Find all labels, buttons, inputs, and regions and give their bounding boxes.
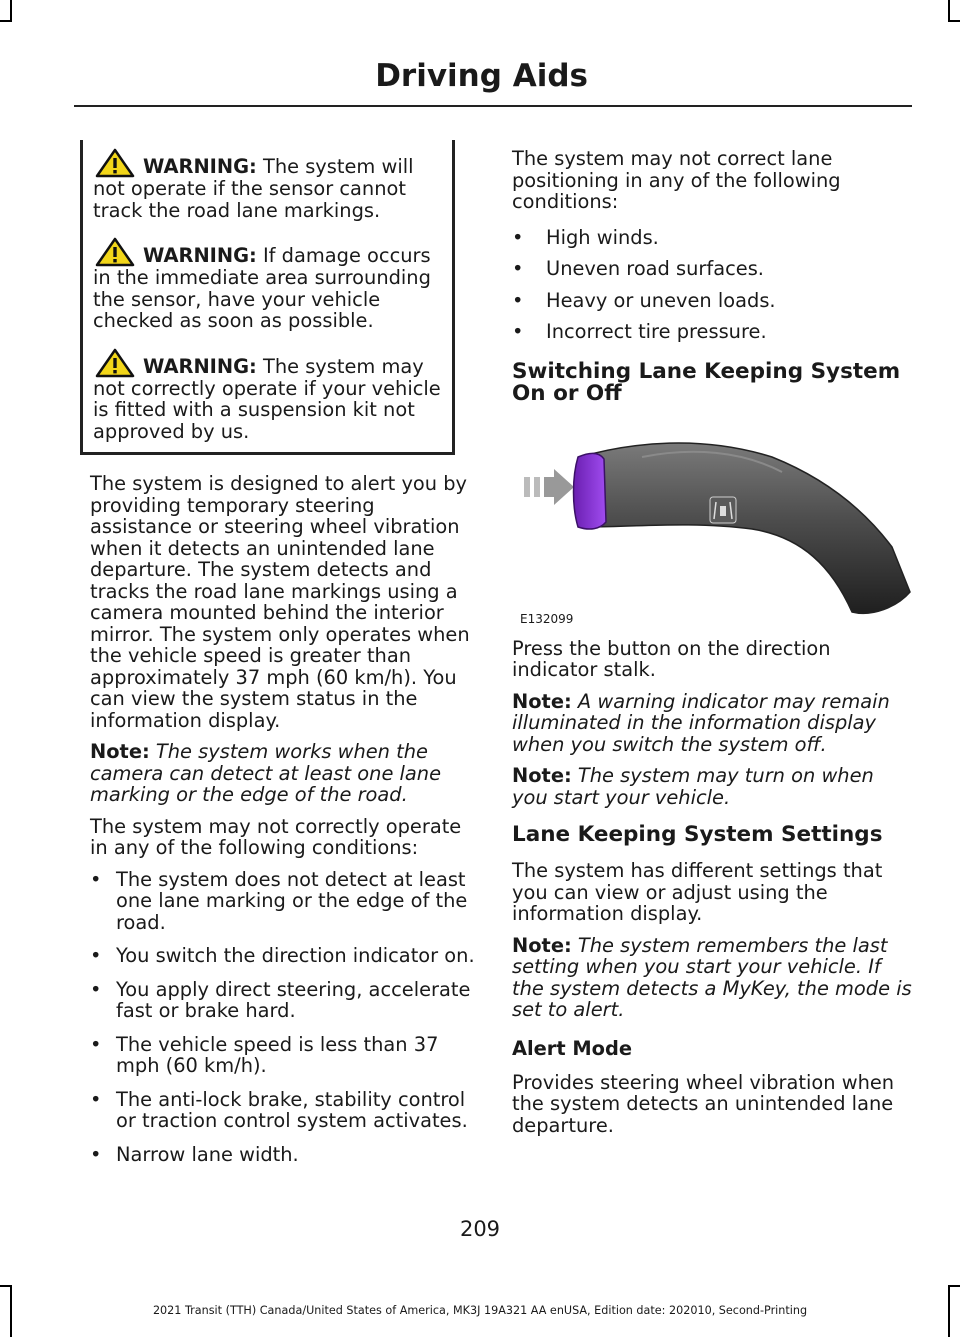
- warning-text: The system may not correctly operate if your vehicle is fitted with a suspension kit not approved by us.: [93, 354, 441, 443]
- list-item-text: Incorrect tire pressure.: [546, 320, 767, 343]
- direction-indicator-stalk-illustration: [512, 417, 912, 632]
- note-label: Note:: [512, 933, 572, 957]
- crop-mark: [948, 20, 960, 22]
- crop-mark: [10, 0, 12, 22]
- list-item: [512, 258, 912, 280]
- warning-box: [80, 140, 455, 455]
- warning-triangle-icon: [95, 237, 135, 267]
- page-number: 209: [459, 1217, 501, 1241]
- list-item: [90, 1034, 475, 1077]
- lane-conditions-list: [512, 227, 912, 343]
- figure-code: E132099: [520, 611, 574, 626]
- warning-text: If damage occurs in the immediate area surrounding the sensor, have your vehicle checked as soon as possible.: [93, 244, 431, 332]
- bullet: •: [90, 1032, 102, 1056]
- edition-footer: 2021 Transit (TTH) Canada/United States of America, MK3J 19A321 AA enUSA, Edition date: 202010, Second-Printing: [152, 1304, 808, 1317]
- settings-paragraph: The system has different settings that you can view or adjust using the information display.: [512, 859, 883, 925]
- crop-mark: [0, 1285, 12, 1287]
- bullet: •: [90, 867, 102, 891]
- note-label: Note:: [512, 764, 572, 787]
- press-arrow-icon: [524, 469, 574, 505]
- warning-label: WARNING:: [143, 155, 257, 178]
- crop-mark: [948, 1285, 960, 1287]
- note-paragraph: [512, 935, 912, 1021]
- list-item-text: You apply direct steering, accelerate fast or brake hard.: [116, 977, 471, 1022]
- page-title: Driving Aids: [375, 58, 588, 94]
- left-column: [90, 140, 475, 1177]
- list-item-text: Uneven road surfaces.: [546, 257, 764, 280]
- list-item: [90, 869, 475, 934]
- list-item: [90, 1144, 475, 1166]
- list-item: [90, 979, 475, 1022]
- bullet: •: [90, 1087, 102, 1111]
- list-item: [512, 227, 912, 249]
- warning-triangle-icon: [95, 348, 135, 378]
- note-text: The system remembers the last setting when you start your vehicle. If the system detects a MyKey, the mode is set to alert.: [512, 933, 912, 1021]
- bullet: •: [512, 320, 524, 343]
- list-item-text: Narrow lane width.: [116, 1142, 299, 1166]
- note-paragraph: [512, 691, 912, 756]
- note-text: The system may turn on when you start your vehicle.: [512, 764, 874, 809]
- list-item-text: You switch the direction indicator on.: [116, 944, 475, 967]
- note-text: The system works when the camera can detect at least one lane marking or the edge of the road.: [90, 740, 442, 806]
- list-item-text: High winds.: [546, 225, 659, 249]
- list-item: [512, 290, 912, 312]
- conditions-list: [90, 869, 475, 1166]
- list-item: [512, 321, 912, 343]
- press-instruction: Press the button on the direction indicator stalk.: [512, 636, 831, 681]
- note-label: Note:: [90, 740, 150, 763]
- bullet: •: [512, 257, 524, 280]
- warning-3: [93, 348, 446, 443]
- list-item-text: The vehicle speed is less than 37 mph (60 km/h).: [116, 1032, 439, 1077]
- warning-label: WARNING:: [143, 354, 257, 378]
- switching-heading: Switching Lane Keeping System On or Off: [512, 358, 901, 406]
- note-text: A warning indicator may remain illuminated in the information display when you switch the system off.: [512, 689, 890, 756]
- warning-text: The system will not operate if the sensor cannot track the road lane markings.: [93, 155, 414, 222]
- list-item: [90, 1089, 475, 1132]
- bullet: •: [90, 977, 102, 1001]
- bullet: •: [512, 225, 524, 249]
- alert-mode-paragraph: Provides steering wheel vibration when the system detects an unintended lane departure.: [512, 1070, 895, 1137]
- alert-mode-heading: Alert Mode: [512, 1036, 633, 1060]
- bullet: •: [90, 1142, 102, 1166]
- warning-2: [93, 237, 446, 332]
- settings-heading: Lane Keeping System Settings: [512, 822, 883, 847]
- warning-1: [93, 148, 446, 221]
- crop-mark: [0, 20, 12, 22]
- bullet: •: [90, 944, 102, 967]
- right-column: [512, 148, 912, 1136]
- note-paragraph: [90, 741, 475, 806]
- intro-paragraph: The system is designed to alert you by providing temporary steering assistance or steering wheel vibration when it detects an unintended lane departure. The system detects and tracks the road lane markings using a camera mounted behind the interior mirror. The system only operates when the vehicle speed is greater than approximately 37 mph (60 km/h). You can view the system status in the information display.: [90, 472, 470, 732]
- header-divider: [74, 105, 912, 107]
- list-item-text: Heavy or uneven loads.: [546, 288, 776, 312]
- stalk-figure: [512, 417, 912, 632]
- bullet: •: [512, 288, 524, 312]
- lane-keeping-icon: [710, 497, 736, 523]
- note-label: Note:: [512, 689, 572, 713]
- lane-intro: The system may not correct lane positioning in any of the following conditions:: [512, 147, 841, 213]
- list-item: [90, 945, 475, 967]
- note-paragraph: [512, 765, 912, 808]
- crop-mark: [948, 0, 950, 22]
- warning-label: WARNING:: [143, 244, 257, 267]
- list-item-text: The system does not detect at least one lane marking or the edge of the road.: [116, 867, 468, 934]
- warning-triangle-icon: [95, 148, 135, 178]
- list-item-text: The anti-lock brake, stability control or traction control system activates.: [116, 1087, 468, 1132]
- conditions-intro: The system may not correctly operate in any of the following conditions:: [90, 814, 462, 859]
